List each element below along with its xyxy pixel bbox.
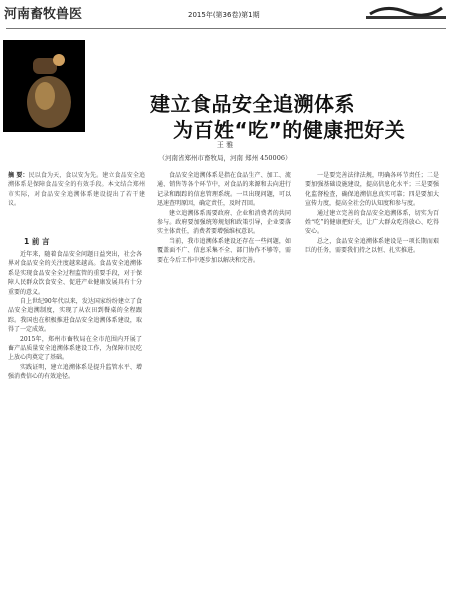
abstract-text: 民以食为天，食以安为先。建立食品安全追溯体系是保障食品安全的有效手段。本文结合郑州市实际，对食品安全追溯体系建设提出了若干建议。 [8,172,145,208]
body-column-3 [305,171,439,256]
column-logo [366,2,446,26]
issue-info: 2015年(第36卷)第1期 [188,11,260,19]
paragraph: 近年来，随着食品安全问题日益突出，社会各界对食品安全的关注度越来越高。食品安全追溯体系是实现食品安全全过程监管的重要手段，对于保障人民群众饮食安全、促进产业健康发展具有十分重要的意义。 [8,251,142,296]
article-title-line1: 建立食品安全追溯体系 [150,92,355,116]
abstract [8,171,145,209]
paragraph: 自上世纪90年代以来，发达国家纷纷建立了食品安全追溯制度，实现了从农田到餐桌的全程跟踪。我国也在积极推进食品安全追溯体系建设，取得了一定成效。 [8,298,142,334]
header-rule [6,28,446,29]
paragraph: 食品安全追溯体系是指在食品生产、加工、流通、销售等各个环节中，对食品的来源和去向进行记录和跟踪的信息管理系统。一旦出现问题，可以迅速查明原因，确定责任，及时召回。 [157,172,291,208]
body-column-2 [157,171,291,265]
paragraph: 实践证明，建立追溯体系是提升监管水平、增强消费信心的有效途径。 [8,363,142,381]
body-column-1 [8,250,142,382]
article-photo [3,40,85,132]
page-header [0,0,450,30]
paragraph: 2015年，郑州市畜牧局在全市范围内开展了畜产品质量安全追溯体系建设工作，为保障市民吃上放心肉奠定了基础。 [8,335,142,362]
paragraph: 建立追溯体系需要政府、企业和消费者的共同参与。政府要加强统筹规划和政策引导，企业要落实主体责任，消费者要增强维权意识。 [157,209,291,236]
article-title-line2: 为百姓“吃”的健康把好关 [173,118,406,142]
paragraph: 当前，我市追溯体系建设还存在一些问题，如覆盖面不广、信息采集不全、部门协作不够等，需要在今后工作中逐步加以解决和完善。 [157,237,291,264]
paragraph: 通过建立完善的食品安全追溯体系，切实为百姓“吃”的健康把好关，让广大群众吃得放心、吃得安心。 [305,209,439,236]
paragraph: 总之，食品安全追溯体系建设是一项长期而艰巨的任务，需要我们持之以恒、扎实推进。 [305,237,439,255]
article-author: 王 雅 [216,141,234,149]
journal-name: 河南畜牧兽医 [4,7,83,22]
section-heading: 1 前 言 [24,237,50,246]
author-affiliation: （河南省郑州市畜牧局，河南 郑州 450006） [158,154,292,162]
paragraph: 一是要完善法律法规，明确各环节责任；二是要加强基础设施建设，提高信息化水平；三是要强化监督检查，确保追溯信息真实可靠；四是要加大宣传力度，提高全社会的认知度和参与度。 [305,172,439,208]
abstract-label: 摘 要： [8,172,29,179]
